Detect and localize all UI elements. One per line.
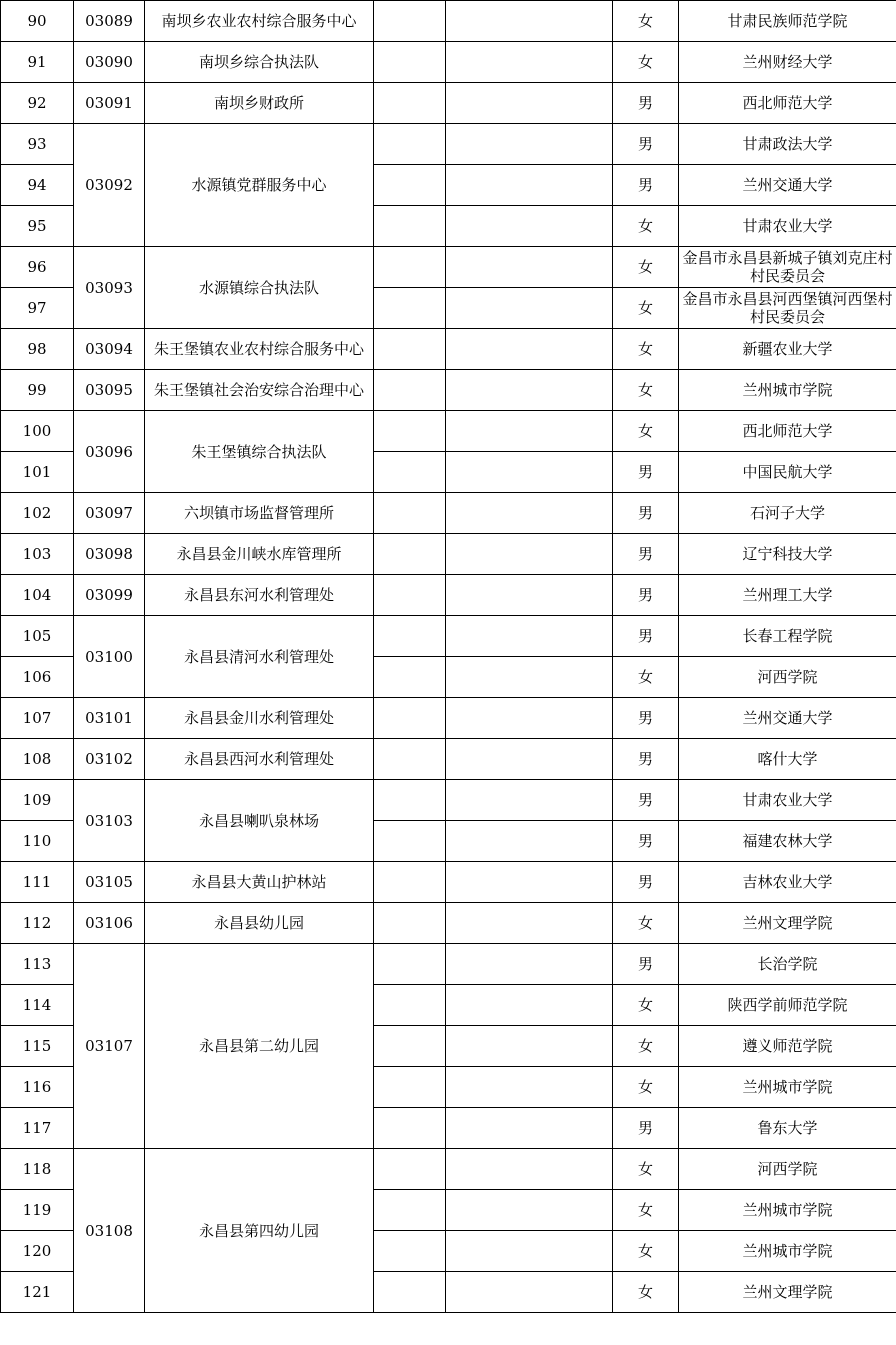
blank-cell bbox=[374, 493, 446, 534]
gender: 男 bbox=[613, 739, 679, 780]
gender: 女 bbox=[613, 1067, 679, 1108]
gender: 男 bbox=[613, 944, 679, 985]
table-row bbox=[1, 329, 896, 370]
school: 长治学院 bbox=[679, 944, 896, 985]
gender: 男 bbox=[613, 698, 679, 739]
blank-cell bbox=[446, 83, 613, 124]
gender: 女 bbox=[613, 288, 679, 329]
blank-cell bbox=[446, 1, 613, 42]
employer-unit: 朱王堡镇农业农村综合服务中心 bbox=[145, 329, 374, 370]
blank-cell bbox=[446, 1026, 613, 1067]
blank-cell bbox=[374, 83, 446, 124]
blank-cell bbox=[446, 288, 613, 329]
gender: 女 bbox=[613, 42, 679, 83]
position-code: 03097 bbox=[74, 493, 145, 534]
blank-cell bbox=[446, 657, 613, 698]
school: 河西学院 bbox=[679, 657, 896, 698]
row-number: 117 bbox=[1, 1108, 74, 1149]
school: 中国民航大学 bbox=[679, 452, 896, 493]
blank-cell bbox=[374, 985, 446, 1026]
row-number: 91 bbox=[1, 42, 74, 83]
school: 兰州城市学院 bbox=[679, 1190, 896, 1231]
employer-unit: 朱王堡镇社会治安综合治理中心 bbox=[145, 370, 374, 411]
blank-cell bbox=[374, 780, 446, 821]
blank-cell bbox=[374, 165, 446, 206]
school: 甘肃农业大学 bbox=[679, 206, 896, 247]
table-row bbox=[1, 739, 896, 780]
blank-cell bbox=[446, 42, 613, 83]
row-number: 113 bbox=[1, 944, 74, 985]
row-number: 105 bbox=[1, 616, 74, 657]
gender: 女 bbox=[613, 985, 679, 1026]
school: 西北师范大学 bbox=[679, 83, 896, 124]
blank-cell bbox=[446, 698, 613, 739]
table-row bbox=[1, 42, 896, 83]
row-number: 90 bbox=[1, 1, 74, 42]
blank-cell bbox=[446, 1190, 613, 1231]
blank-cell bbox=[446, 411, 613, 452]
blank-cell bbox=[374, 616, 446, 657]
blank-cell bbox=[446, 575, 613, 616]
employer-unit: 南坝乡财政所 bbox=[145, 83, 374, 124]
blank-cell bbox=[446, 165, 613, 206]
table-row bbox=[1, 944, 896, 985]
blank-cell bbox=[374, 903, 446, 944]
employer-unit: 永昌县喇叭泉林场 bbox=[145, 780, 374, 862]
position-code: 03093 bbox=[74, 247, 145, 329]
blank-cell bbox=[446, 493, 613, 534]
school: 兰州交通大学 bbox=[679, 165, 896, 206]
blank-cell bbox=[374, 1067, 446, 1108]
blank-cell bbox=[446, 903, 613, 944]
school: 长春工程学院 bbox=[679, 616, 896, 657]
employer-unit: 永昌县第二幼儿园 bbox=[145, 944, 374, 1149]
blank-cell bbox=[446, 370, 613, 411]
row-number: 114 bbox=[1, 985, 74, 1026]
blank-cell bbox=[446, 739, 613, 780]
blank-cell bbox=[446, 821, 613, 862]
gender: 女 bbox=[613, 1190, 679, 1231]
table-row bbox=[1, 575, 896, 616]
table-row bbox=[1, 411, 896, 452]
school: 福建农林大学 bbox=[679, 821, 896, 862]
school: 兰州财经大学 bbox=[679, 42, 896, 83]
table-row bbox=[1, 780, 896, 821]
position-code: 03096 bbox=[74, 411, 145, 493]
school: 甘肃农业大学 bbox=[679, 780, 896, 821]
blank-cell bbox=[374, 1, 446, 42]
school: 石河子大学 bbox=[679, 493, 896, 534]
row-number: 102 bbox=[1, 493, 74, 534]
blank-cell bbox=[374, 821, 446, 862]
row-number: 115 bbox=[1, 1026, 74, 1067]
blank-cell bbox=[374, 862, 446, 903]
employer-unit: 永昌县大黄山护林站 bbox=[145, 862, 374, 903]
school: 新疆农业大学 bbox=[679, 329, 896, 370]
row-number: 109 bbox=[1, 780, 74, 821]
blank-cell bbox=[446, 452, 613, 493]
blank-cell bbox=[374, 1026, 446, 1067]
table-row bbox=[1, 247, 896, 288]
gender: 女 bbox=[613, 1231, 679, 1272]
school: 遵义师范学院 bbox=[679, 1026, 896, 1067]
blank-cell bbox=[374, 1149, 446, 1190]
school: 兰州理工大学 bbox=[679, 575, 896, 616]
gender: 男 bbox=[613, 1108, 679, 1149]
gender: 女 bbox=[613, 903, 679, 944]
school: 辽宁科技大学 bbox=[679, 534, 896, 575]
blank-cell bbox=[446, 534, 613, 575]
position-code: 03091 bbox=[74, 83, 145, 124]
row-number: 92 bbox=[1, 83, 74, 124]
position-code: 03103 bbox=[74, 780, 145, 862]
blank-cell bbox=[446, 780, 613, 821]
gender: 女 bbox=[613, 1026, 679, 1067]
row-number: 106 bbox=[1, 657, 74, 698]
row-number: 119 bbox=[1, 1190, 74, 1231]
gender: 男 bbox=[613, 165, 679, 206]
blank-cell bbox=[374, 288, 446, 329]
blank-cell bbox=[446, 616, 613, 657]
position-code: 03092 bbox=[74, 124, 145, 247]
table-row bbox=[1, 124, 896, 165]
blank-cell bbox=[374, 411, 446, 452]
blank-cell bbox=[446, 985, 613, 1026]
gender: 女 bbox=[613, 370, 679, 411]
row-number: 118 bbox=[1, 1149, 74, 1190]
blank-cell bbox=[446, 124, 613, 165]
gender: 男 bbox=[613, 780, 679, 821]
blank-cell bbox=[374, 370, 446, 411]
employer-unit: 六坝镇市场监督管理所 bbox=[145, 493, 374, 534]
employer-unit: 永昌县金川水利管理处 bbox=[145, 698, 374, 739]
employer-unit: 永昌县幼儿园 bbox=[145, 903, 374, 944]
table-row bbox=[1, 1, 896, 42]
gender: 女 bbox=[613, 411, 679, 452]
school: 兰州城市学院 bbox=[679, 370, 896, 411]
gender: 女 bbox=[613, 657, 679, 698]
school: 金昌市永昌县河西堡镇河西堡村村民委员会 bbox=[679, 288, 896, 329]
blank-cell bbox=[374, 247, 446, 288]
position-code: 03098 bbox=[74, 534, 145, 575]
blank-cell bbox=[446, 944, 613, 985]
blank-cell bbox=[374, 657, 446, 698]
school: 兰州文理学院 bbox=[679, 903, 896, 944]
row-number: 97 bbox=[1, 288, 74, 329]
school: 西北师范大学 bbox=[679, 411, 896, 452]
school: 陕西学前师范学院 bbox=[679, 985, 896, 1026]
position-code: 03090 bbox=[74, 42, 145, 83]
table-row bbox=[1, 1149, 896, 1190]
blank-cell bbox=[446, 1231, 613, 1272]
table-row bbox=[1, 903, 896, 944]
blank-cell bbox=[374, 42, 446, 83]
school: 甘肃民族师范学院 bbox=[679, 1, 896, 42]
table-row bbox=[1, 83, 896, 124]
employer-unit: 水源镇综合执法队 bbox=[145, 247, 374, 329]
position-code: 03102 bbox=[74, 739, 145, 780]
position-code: 03094 bbox=[74, 329, 145, 370]
school: 兰州城市学院 bbox=[679, 1067, 896, 1108]
blank-cell bbox=[374, 1231, 446, 1272]
table-row bbox=[1, 534, 896, 575]
blank-cell bbox=[446, 1272, 613, 1313]
row-number: 94 bbox=[1, 165, 74, 206]
position-code: 03089 bbox=[74, 1, 145, 42]
row-number: 121 bbox=[1, 1272, 74, 1313]
blank-cell bbox=[374, 206, 446, 247]
gender: 女 bbox=[613, 247, 679, 288]
row-number: 110 bbox=[1, 821, 74, 862]
position-code: 03099 bbox=[74, 575, 145, 616]
row-number: 120 bbox=[1, 1231, 74, 1272]
row-number: 112 bbox=[1, 903, 74, 944]
blank-cell bbox=[374, 1108, 446, 1149]
school: 兰州文理学院 bbox=[679, 1272, 896, 1313]
employer-unit: 南坝乡农业农村综合服务中心 bbox=[145, 1, 374, 42]
gender: 女 bbox=[613, 1272, 679, 1313]
row-number: 99 bbox=[1, 370, 74, 411]
table-row bbox=[1, 370, 896, 411]
school: 河西学院 bbox=[679, 1149, 896, 1190]
blank-cell bbox=[446, 329, 613, 370]
school: 甘肃政法大学 bbox=[679, 124, 896, 165]
row-number: 101 bbox=[1, 452, 74, 493]
blank-cell bbox=[374, 575, 446, 616]
table-row bbox=[1, 616, 896, 657]
gender: 女 bbox=[613, 1149, 679, 1190]
table-row bbox=[1, 493, 896, 534]
blank-cell bbox=[446, 1067, 613, 1108]
gender: 男 bbox=[613, 821, 679, 862]
gender: 男 bbox=[613, 534, 679, 575]
school: 吉林农业大学 bbox=[679, 862, 896, 903]
blank-cell bbox=[446, 247, 613, 288]
blank-cell bbox=[374, 329, 446, 370]
gender: 男 bbox=[613, 124, 679, 165]
gender: 女 bbox=[613, 206, 679, 247]
gender: 男 bbox=[613, 493, 679, 534]
row-number: 107 bbox=[1, 698, 74, 739]
gender: 男 bbox=[613, 575, 679, 616]
position-code: 03100 bbox=[74, 616, 145, 698]
blank-cell bbox=[374, 944, 446, 985]
row-number: 104 bbox=[1, 575, 74, 616]
row-number: 116 bbox=[1, 1067, 74, 1108]
gender: 男 bbox=[613, 616, 679, 657]
blank-cell bbox=[374, 124, 446, 165]
position-code: 03095 bbox=[74, 370, 145, 411]
gender: 女 bbox=[613, 1, 679, 42]
school: 兰州交通大学 bbox=[679, 698, 896, 739]
row-number: 103 bbox=[1, 534, 74, 575]
blank-cell bbox=[374, 1272, 446, 1313]
row-number: 111 bbox=[1, 862, 74, 903]
position-code: 03108 bbox=[74, 1149, 145, 1313]
table-row bbox=[1, 698, 896, 739]
blank-cell bbox=[446, 862, 613, 903]
blank-cell bbox=[374, 698, 446, 739]
blank-cell bbox=[374, 739, 446, 780]
school: 鲁东大学 bbox=[679, 1108, 896, 1149]
employer-unit: 永昌县金川峡水库管理所 bbox=[145, 534, 374, 575]
employer-unit: 永昌县东河水利管理处 bbox=[145, 575, 374, 616]
row-number: 108 bbox=[1, 739, 74, 780]
row-number: 100 bbox=[1, 411, 74, 452]
row-number: 93 bbox=[1, 124, 74, 165]
blank-cell bbox=[446, 1108, 613, 1149]
gender: 男 bbox=[613, 862, 679, 903]
gender: 男 bbox=[613, 452, 679, 493]
school: 兰州城市学院 bbox=[679, 1231, 896, 1272]
blank-cell bbox=[374, 1190, 446, 1231]
position-code: 03107 bbox=[74, 944, 145, 1149]
employer-unit: 南坝乡综合执法队 bbox=[145, 42, 374, 83]
position-code: 03105 bbox=[74, 862, 145, 903]
gender: 男 bbox=[613, 83, 679, 124]
row-number: 96 bbox=[1, 247, 74, 288]
school: 金昌市永昌县新城子镇刘克庄村村民委员会 bbox=[679, 247, 896, 288]
employer-unit: 水源镇党群服务中心 bbox=[145, 124, 374, 247]
gender: 女 bbox=[613, 329, 679, 370]
school: 喀什大学 bbox=[679, 739, 896, 780]
employer-unit: 永昌县清河水利管理处 bbox=[145, 616, 374, 698]
employer-unit: 永昌县第四幼儿园 bbox=[145, 1149, 374, 1313]
blank-cell bbox=[446, 1149, 613, 1190]
position-code: 03101 bbox=[74, 698, 145, 739]
row-number: 98 bbox=[1, 329, 74, 370]
blank-cell bbox=[446, 206, 613, 247]
table-row bbox=[1, 862, 896, 903]
blank-cell bbox=[374, 452, 446, 493]
employer-unit: 朱王堡镇综合执法队 bbox=[145, 411, 374, 493]
position-code: 03106 bbox=[74, 903, 145, 944]
row-number: 95 bbox=[1, 206, 74, 247]
blank-cell bbox=[374, 534, 446, 575]
employer-unit: 永昌县西河水利管理处 bbox=[145, 739, 374, 780]
